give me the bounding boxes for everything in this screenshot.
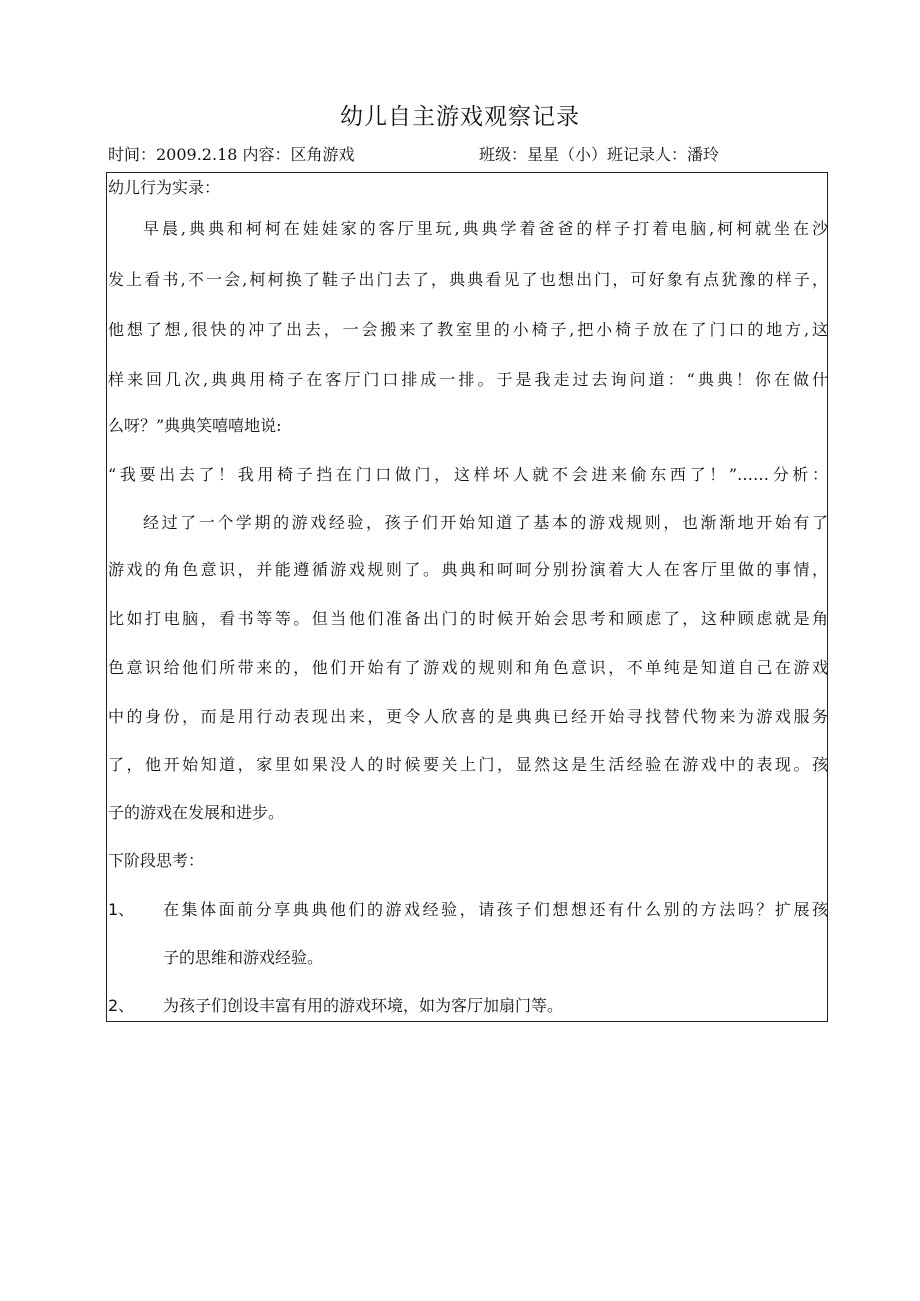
item-text: 在集体面前分享典典他们的游戏经验，请孩子们想想还有什么别的方法吗？扩展孩 [163, 900, 828, 919]
behavior-line: 发上看书,不一会,柯柯换了鞋子出门去了，典典看见了也想出门，可好象有点犹豫的样子， [108, 270, 828, 289]
analysis-line: 中的身份，而是用行动表现出来，更令人欣喜的是典典已经开始寻找替代物来为游戏服务 [108, 707, 828, 726]
next-heading: 下阶段思考： [108, 851, 205, 870]
behavior-heading: 幼儿行为实录： [108, 178, 221, 197]
page-title: 幼儿自主游戏观察记录 [340, 104, 580, 130]
item-number: 1、 [108, 900, 135, 919]
analysis-line: 经过了一个学期的游戏经验，孩子们开始知道了基本的游戏规则，也渐渐地开始有了 [143, 513, 828, 532]
item-text-continued: 子的思维和游戏经验。 [163, 948, 324, 967]
analysis-line: 色意识给他们所带来的，他们开始有了游戏的规则和角色意识，不单纯是知道自己在游戏 [108, 658, 828, 677]
analysis-line: 比如打电脑，看书等等。但当他们准备出门的时候开始会思考和顾虑了，这种顾虑就是角 [108, 609, 828, 628]
item-text: 为孩子们创设丰富有用的游戏环境，如为客厅加扇门等。 [163, 996, 564, 1015]
behavior-line: 样来回几次,典典用椅子在客厅门口排成一排。于是我走过去询问道：“典典！你在做什 [108, 370, 828, 389]
record-box [106, 172, 828, 1022]
behavior-line: 他想了想,很快的冲了出去，一会搬来了教室里的小椅子,把小椅子放在了门口的地方,这 [108, 320, 828, 339]
item-number: 2、 [108, 996, 135, 1015]
analysis-line: 子的游戏在发展和进步。 [108, 803, 285, 822]
behavior-line: “我要出去了！我用椅子挡在门口做门，这样坏人就不会进来偷东西了！”……分析： [108, 465, 828, 484]
analysis-line: 了，他开始知道，家里如果没人的时候要关上门，显然这是生活经验在游戏中的表现。孩 [108, 755, 828, 774]
behavior-line: 么呀？”典典笑嘻嘻地说: [108, 416, 282, 435]
record-meta-right: 班级：星星（小）班记录人：潘玲 [479, 145, 720, 164]
analysis-line: 游戏的角色意识，并能遵循游戏规则了。典典和呵呵分别扮演着大人在客厅里做的事情， [108, 560, 828, 579]
record-meta-left: 时间：2009.2.18 内容：区角游戏 [108, 145, 355, 164]
behavior-line: 早晨,典典和柯柯在娃娃家的客厅里玩,典典学着爸爸的样子打着电脑,柯柯就坐在沙 [143, 219, 828, 238]
